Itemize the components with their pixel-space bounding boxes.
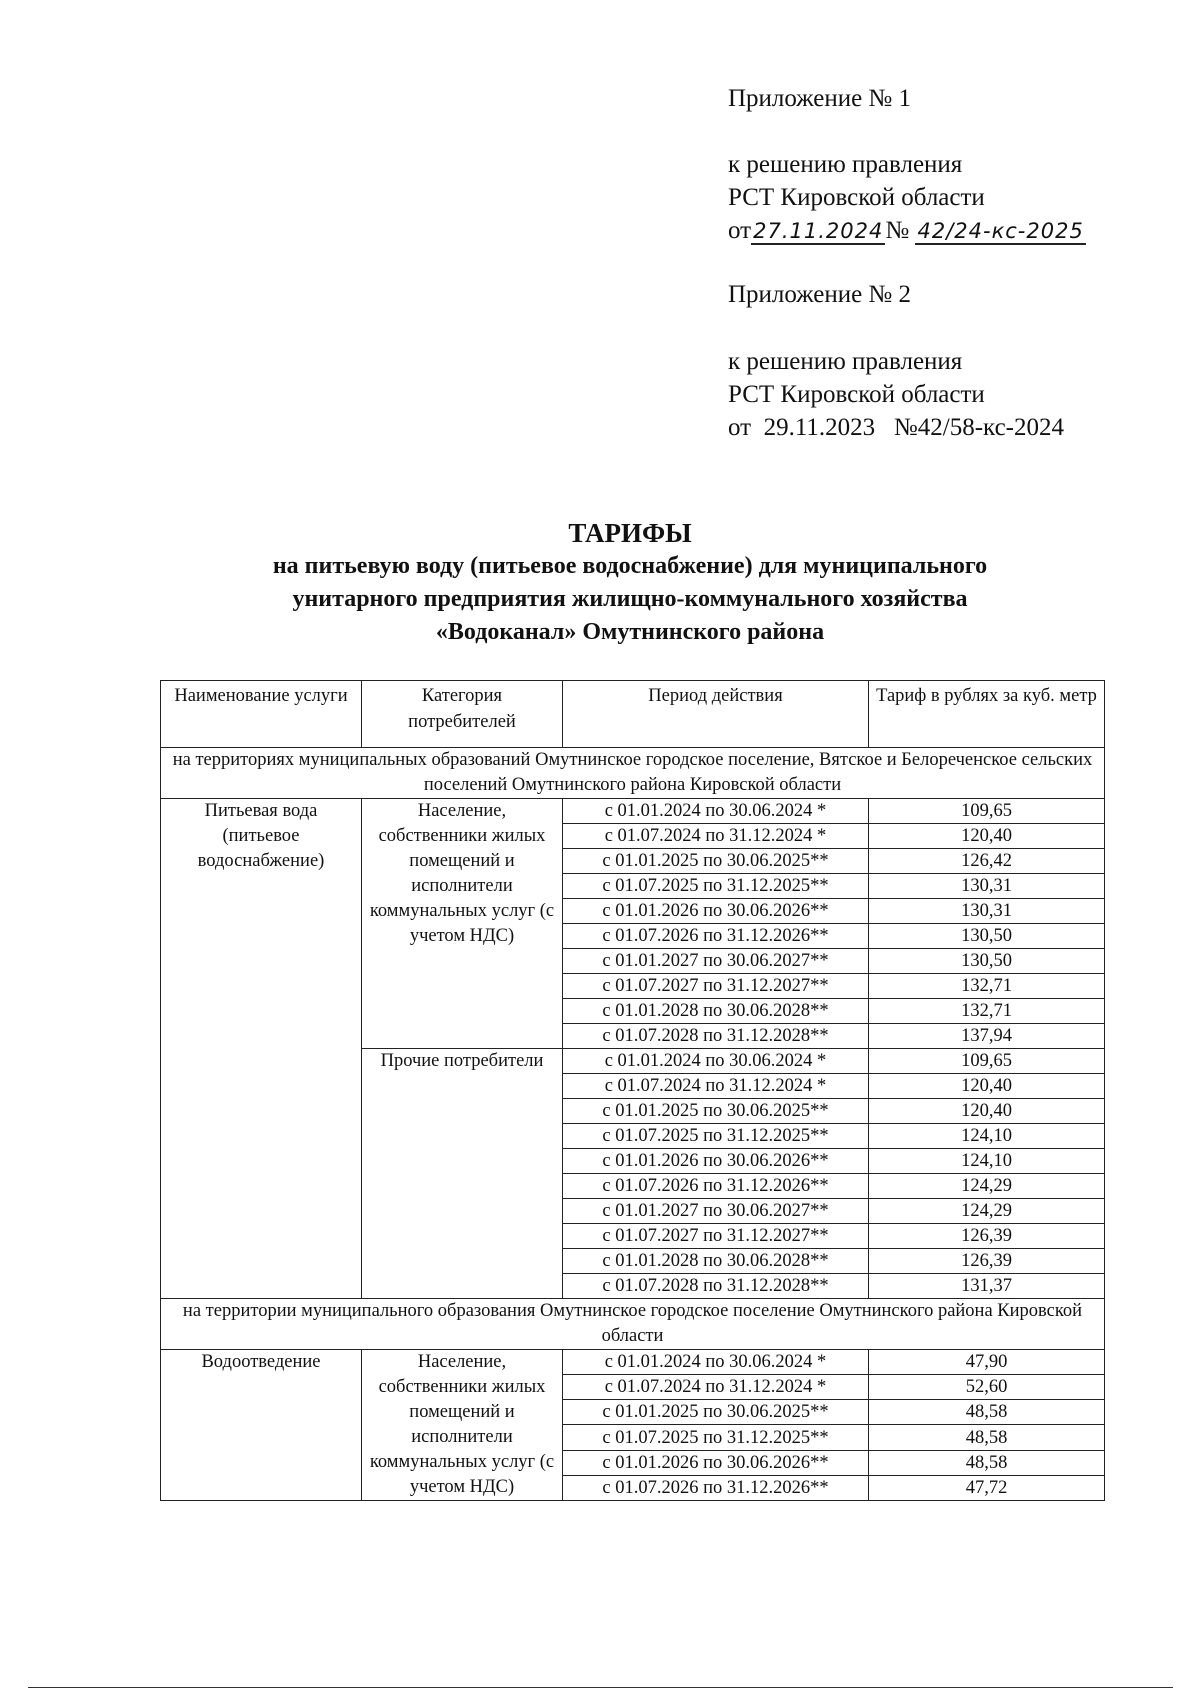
- tariff-value: 132,71: [869, 974, 1105, 999]
- heading-line-3: «Водоканал» Омутнинского района: [435, 619, 825, 645]
- territory-row: [161, 748, 1105, 799]
- table-header-row: [161, 681, 1105, 748]
- tariff-value: 48,58: [869, 1450, 1105, 1475]
- validity-period: с 01.07.2028 по 31.12.2028**: [563, 1274, 869, 1299]
- territory-label: на территории муниципального образования Омутнинское городское поселение Омутнинского района Кировской области: [161, 1299, 1105, 1350]
- handwritten-date: 27.11.2024: [753, 219, 884, 243]
- tariff-value: 132,71: [869, 999, 1105, 1024]
- validity-period: с 01.01.2024 по 30.06.2024 *: [563, 1350, 869, 1375]
- appendix-1-ref-line2: РСТ Кировской области: [728, 184, 985, 211]
- appendix-1-label: Приложение № 1: [728, 85, 912, 112]
- validity-period: с 01.01.2027 по 30.06.2027**: [563, 949, 869, 974]
- tariff-value: 109,65: [869, 799, 1105, 824]
- validity-period: с 01.07.2027 по 31.12.2027**: [563, 1224, 869, 1249]
- validity-period: с 01.07.2026 по 31.12.2026**: [563, 1475, 869, 1500]
- validity-period: с 01.07.2026 по 31.12.2026**: [563, 1174, 869, 1199]
- tariff-value: 130,31: [869, 899, 1105, 924]
- header-tariff: Тариф в рублях за куб. метр: [869, 681, 1105, 748]
- validity-period: с 01.07.2026 по 31.12.2026**: [563, 924, 869, 949]
- consumer-category: Прочие потребители: [362, 1049, 563, 1299]
- tariff-table: [160, 680, 1105, 1501]
- document-heading: [150, 516, 1110, 649]
- tariff-value: 131,37: [869, 1274, 1105, 1299]
- tariff-value: 126,39: [869, 1249, 1105, 1274]
- territory-row: [161, 1299, 1105, 1350]
- validity-period: с 01.07.2025 по 31.12.2025**: [563, 1425, 869, 1450]
- consumer-category: Население, собственники жилых помещений и исполнители коммунальных услуг (с учетом НДС): [362, 1350, 563, 1501]
- validity-period: с 01.07.2024 по 31.12.2024 *: [563, 824, 869, 849]
- tariff-value: 120,40: [869, 824, 1105, 849]
- tariff-value: 109,65: [869, 1049, 1105, 1074]
- appendix-1-ref-line3: [728, 214, 1086, 248]
- validity-period: с 01.07.2025 по 31.12.2025**: [563, 1124, 869, 1149]
- heading-line-1: на питьевую воду (питьевое водоснабжение) для муниципального: [272, 553, 988, 579]
- validity-period: с 01.01.2024 по 30.06.2024 *: [563, 799, 869, 824]
- tariff-value: 126,42: [869, 849, 1105, 874]
- tariff-value: 120,40: [869, 1099, 1105, 1124]
- validity-period: с 01.07.2025 по 31.12.2025**: [563, 874, 869, 899]
- validity-period: с 01.01.2025 по 30.06.2025**: [563, 1099, 869, 1124]
- service-name: Питьевая вода (питьевое водоснабжение): [161, 799, 362, 1299]
- validity-period: с 01.01.2027 по 30.06.2027**: [563, 1199, 869, 1224]
- tariff-value: 48,58: [869, 1425, 1105, 1450]
- appendix-2-label: Приложение № 2: [728, 281, 912, 308]
- appendix-1-ref-line1: к решению правления: [728, 151, 963, 178]
- header-service: Наименование услуги: [161, 681, 362, 748]
- appendix-2-ref-line2: РСТ Кировской области: [728, 381, 985, 408]
- validity-period: с 01.07.2028 по 31.12.2028**: [563, 1024, 869, 1049]
- territory-label: на территориях муниципальных образований Омутнинское городское поселение, Вятское и Белореченское сельских поселений Омутнинского района Кировской области: [161, 748, 1105, 799]
- tariff-table-body: [161, 748, 1105, 1501]
- validity-period: с 01.01.2025 по 30.06.2025**: [563, 1400, 869, 1425]
- validity-period: с 01.01.2026 по 30.06.2026**: [563, 899, 869, 924]
- validity-period: с 01.01.2026 по 30.06.2026**: [563, 1450, 869, 1475]
- appendix-1-number-sign: №: [885, 217, 910, 244]
- validity-period: с 01.07.2024 по 31.12.2024 *: [563, 1375, 869, 1400]
- table-row: [161, 1350, 1105, 1375]
- tariff-value: 47,90: [869, 1350, 1105, 1375]
- validity-period: с 01.01.2028 по 30.06.2028**: [563, 999, 869, 1024]
- tariff-value: 124,10: [869, 1124, 1105, 1149]
- validity-period: с 01.01.2026 по 30.06.2026**: [563, 1149, 869, 1174]
- handwritten-number: 42/24-кс-2025: [917, 219, 1084, 243]
- appendix-1-title: [728, 82, 911, 115]
- validity-period: с 01.01.2028 по 30.06.2028**: [563, 1249, 869, 1274]
- consumer-category: Население, собственники жилых помещений и исполнители коммунальных услуг (с учетом НДС): [362, 799, 563, 1049]
- heading-line-2: унитарного предприятия жилищно-коммунального хозяйства: [292, 586, 968, 612]
- appendix-2-ref-line1: к решению правления: [728, 348, 963, 375]
- appendix-2-title: [728, 278, 911, 311]
- tariff-value: 130,31: [869, 874, 1105, 899]
- tariff-value: 137,94: [869, 1024, 1105, 1049]
- tariff-value: 124,29: [869, 1174, 1105, 1199]
- header-category: Категория потребителей: [362, 681, 563, 748]
- appendix-1-reference: [728, 148, 1086, 248]
- tariff-value: 130,50: [869, 924, 1105, 949]
- validity-period: с 01.01.2025 по 30.06.2025**: [563, 849, 869, 874]
- tariff-value: 126,39: [869, 1224, 1105, 1249]
- appendix-1-ref-from: от: [728, 217, 752, 244]
- table-row: [161, 799, 1105, 824]
- appendix-2-ref-line3: от 29.11.2023 №42/58-кс-2024: [728, 414, 1064, 441]
- tariff-value: 124,10: [869, 1149, 1105, 1174]
- tariff-value: 47,72: [869, 1475, 1105, 1500]
- validity-period: с 01.07.2027 по 31.12.2027**: [563, 974, 869, 999]
- footer-divider: [28, 1687, 1173, 1688]
- header-period: Период действия: [563, 681, 869, 748]
- appendix-2-reference: [728, 345, 1064, 444]
- validity-period: с 01.01.2024 по 30.06.2024 *: [563, 1049, 869, 1074]
- tariff-value: 120,40: [869, 1074, 1105, 1099]
- tariff-value: 48,58: [869, 1400, 1105, 1425]
- heading-main: ТАРИФЫ: [568, 518, 692, 548]
- validity-period: с 01.07.2024 по 31.12.2024 *: [563, 1074, 869, 1099]
- tariff-value: 124,29: [869, 1199, 1105, 1224]
- tariff-value: 130,50: [869, 949, 1105, 974]
- tariff-value: 52,60: [869, 1375, 1105, 1400]
- service-name: Водоотведение: [161, 1350, 362, 1501]
